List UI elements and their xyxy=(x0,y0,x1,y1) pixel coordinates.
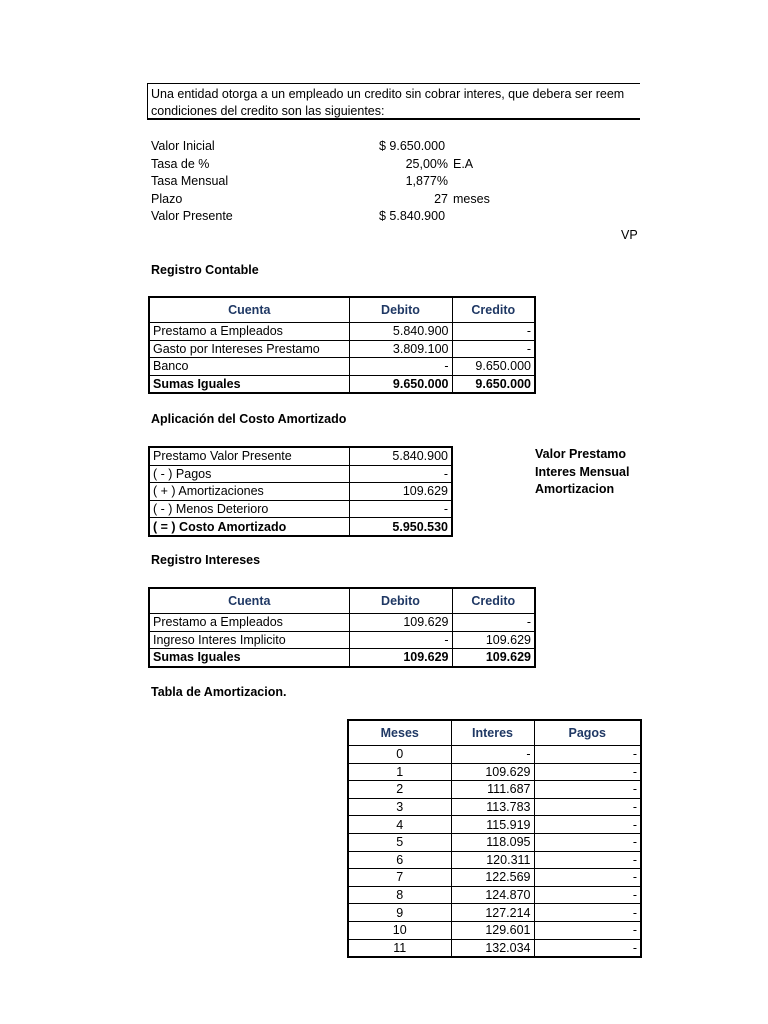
section-title-registro-contable: Registro Contable xyxy=(151,263,259,277)
total-label: Sumas Iguales xyxy=(149,375,349,393)
total-credito: 109.629 xyxy=(452,649,535,667)
header-interes: Interes xyxy=(451,720,534,746)
table-row xyxy=(348,746,641,764)
cell-interes: 124.870 xyxy=(451,886,534,904)
cell-mes: 3 xyxy=(348,798,451,816)
param-label-valor-presente: Valor Presente xyxy=(151,209,233,223)
cell-mes: 6 xyxy=(348,851,451,869)
table-row xyxy=(348,781,641,799)
total-row xyxy=(149,375,535,393)
param-label-valor-inicial: Valor Inicial xyxy=(151,139,215,153)
header-credito: Credito xyxy=(452,588,535,614)
cell-interes: 115.919 xyxy=(451,816,534,834)
cell-debito: 3.809.100 xyxy=(349,340,452,358)
cell-concepto: ( - ) Pagos xyxy=(149,465,349,483)
cell-pagos: - xyxy=(534,798,641,816)
cell-credito: - xyxy=(452,340,535,358)
total-label: ( = ) Costo Amortizado xyxy=(149,518,349,536)
param-unit-tasa: E.A xyxy=(453,157,474,171)
intro-line-1: Una entidad otorga a un empleado un credito sin cobrar interes, que debera ser reem xyxy=(151,87,625,101)
cell-valor: 5.840.900 xyxy=(349,447,452,465)
table-row xyxy=(348,904,641,922)
cell-pagos: - xyxy=(534,851,641,869)
cell-interes: 109.629 xyxy=(451,763,534,781)
cell-interes: 111.687 xyxy=(451,781,534,799)
table-row xyxy=(149,614,535,632)
table-row xyxy=(348,798,641,816)
header-debito: Debito xyxy=(349,297,452,323)
cell-pagos: - xyxy=(534,763,641,781)
cell-credito: - xyxy=(452,614,535,632)
param-value-valor-presente: $ 5.840.900 xyxy=(379,209,446,223)
cell-pagos: - xyxy=(534,781,641,799)
cell-interes: 118.095 xyxy=(451,833,534,851)
intro-box xyxy=(147,83,640,120)
cell-pagos: - xyxy=(534,816,641,834)
registro-contable-table xyxy=(148,296,536,394)
header-meses: Meses xyxy=(348,720,451,746)
cell-mes: 0 xyxy=(348,746,451,764)
cell-mes: 8 xyxy=(348,886,451,904)
cell-interes: 127.214 xyxy=(451,904,534,922)
total-label: Sumas Iguales xyxy=(149,649,349,667)
side-label-amortizacion: Amortizacion xyxy=(535,482,615,496)
table-header-row xyxy=(149,588,535,614)
cell-pagos: - xyxy=(534,939,641,957)
param-value-tasa-mensual: 1,877% xyxy=(405,174,448,188)
section-title-tabla-amortizacion: Tabla de Amortizacion. xyxy=(151,685,287,699)
cell-concepto: Prestamo Valor Presente xyxy=(149,447,349,465)
total-credito: 9.650.000 xyxy=(452,375,535,393)
cell-credito: 109.629 xyxy=(452,631,535,649)
cell-mes: 1 xyxy=(348,763,451,781)
param-value-valor-inicial: $ 9.650.000 xyxy=(379,139,446,153)
cell-pagos: - xyxy=(534,746,641,764)
table-row xyxy=(348,886,641,904)
cell-mes: 9 xyxy=(348,904,451,922)
table-row xyxy=(149,323,535,341)
header-cuenta: Cuenta xyxy=(149,297,349,323)
header-debito: Debito xyxy=(349,588,452,614)
cell-interes: 120.311 xyxy=(451,851,534,869)
cell-interes: 122.569 xyxy=(451,869,534,887)
cell-mes: 7 xyxy=(348,869,451,887)
cell-cuenta: Ingreso Interes Implicito xyxy=(149,631,349,649)
cell-valor: - xyxy=(349,465,452,483)
cell-interes: 113.783 xyxy=(451,798,534,816)
cell-credito: - xyxy=(452,323,535,341)
total-row xyxy=(149,649,535,667)
param-label-plazo: Plazo xyxy=(151,192,183,206)
param-label-tasa: Tasa de % xyxy=(151,157,210,171)
cell-debito: 5.840.900 xyxy=(349,323,452,341)
intro-line-2: condiciones del credito son las siguientes: xyxy=(151,104,385,118)
table-row xyxy=(149,340,535,358)
cell-debito: 109.629 xyxy=(349,614,452,632)
table-row xyxy=(348,763,641,781)
table-row xyxy=(149,483,452,501)
cell-pagos: - xyxy=(534,869,641,887)
cell-interes: - xyxy=(451,746,534,764)
table-row xyxy=(348,869,641,887)
table-row xyxy=(149,465,452,483)
registro-intereses-table xyxy=(148,587,536,668)
cell-mes: 2 xyxy=(348,781,451,799)
param-label-tasa-mensual: Tasa Mensual xyxy=(151,174,229,188)
cell-mes: 11 xyxy=(348,939,451,957)
section-title-registro-intereses: Registro Intereses xyxy=(151,553,261,567)
cell-cuenta: Gasto por Intereses Prestamo xyxy=(149,340,349,358)
table-row xyxy=(149,631,535,649)
cell-mes: 5 xyxy=(348,833,451,851)
cell-credito: 9.650.000 xyxy=(452,358,535,376)
section-title-costo-amortizado: Aplicación del Costo Amortizado xyxy=(151,412,347,426)
total-row xyxy=(149,518,452,536)
header-pagos: Pagos xyxy=(534,720,641,746)
cell-debito: - xyxy=(349,358,452,376)
table-row xyxy=(149,500,452,518)
cell-debito: - xyxy=(349,631,452,649)
tabla-amortizacion-table xyxy=(347,719,642,958)
cell-valor: - xyxy=(349,500,452,518)
table-row xyxy=(348,851,641,869)
table-header-row xyxy=(149,297,535,323)
header-cuenta: Cuenta xyxy=(149,588,349,614)
table-row xyxy=(348,921,641,939)
total-debito: 109.629 xyxy=(349,649,452,667)
header-credito: Credito xyxy=(452,297,535,323)
cell-pagos: - xyxy=(534,833,641,851)
table-row xyxy=(348,833,641,851)
param-unit-plazo: meses xyxy=(453,192,490,206)
cell-pagos: - xyxy=(534,921,641,939)
cell-valor: 109.629 xyxy=(349,483,452,501)
cell-mes: 4 xyxy=(348,816,451,834)
side-label-valor-prestamo: Valor Prestamo xyxy=(535,447,627,461)
vp-label: VP xyxy=(621,228,638,242)
costo-amortizado-table xyxy=(148,446,453,537)
cell-interes: 132.034 xyxy=(451,939,534,957)
cell-interes: 129.601 xyxy=(451,921,534,939)
table-header-row xyxy=(348,720,641,746)
cell-concepto: ( - ) Menos Deterioro xyxy=(149,500,349,518)
total-valor: 5.950.530 xyxy=(349,518,452,536)
table-row xyxy=(348,939,641,957)
side-label-interes-mensual: Interes Mensual xyxy=(535,465,630,479)
total-debito: 9.650.000 xyxy=(349,375,452,393)
cell-cuenta: Prestamo a Empleados xyxy=(149,614,349,632)
cell-concepto: ( + ) Amortizaciones xyxy=(149,483,349,501)
cell-mes: 10 xyxy=(348,921,451,939)
cell-pagos: - xyxy=(534,886,641,904)
param-value-plazo: 27 xyxy=(434,192,448,206)
cell-cuenta: Prestamo a Empleados xyxy=(149,323,349,341)
table-row xyxy=(149,447,452,465)
table-row xyxy=(348,816,641,834)
param-value-tasa: 25,00% xyxy=(405,157,448,171)
table-row xyxy=(149,358,535,376)
cell-cuenta: Banco xyxy=(149,358,349,376)
cell-pagos: - xyxy=(534,904,641,922)
